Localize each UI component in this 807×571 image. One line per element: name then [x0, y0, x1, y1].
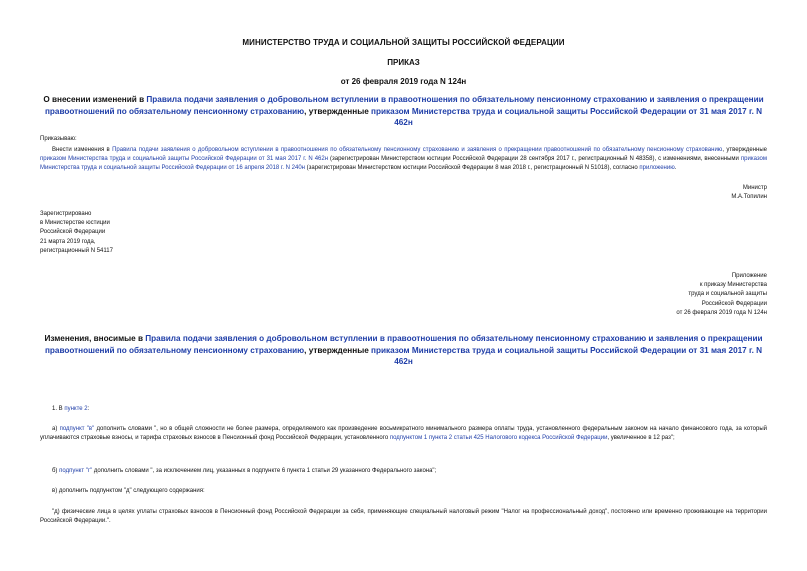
registration-line: Российской Федерации — [40, 229, 106, 236]
title-middle: , утвержденные — [304, 106, 372, 116]
registration-line: регистрационный N 54117 — [40, 247, 113, 254]
item-a-text-2: , увеличенное в 12 раз"; — [607, 435, 675, 442]
appendix-block — [676, 272, 767, 318]
appendix-line: Приложение — [731, 273, 767, 279]
item-a-link-tax-code[interactable]: подпунктом 1 пункта 2 статьи 425 Налогового кодекса Российской Федерации — [389, 435, 608, 442]
rules-link[interactable]: Правила подачи заявления о добровольном вступлении в правоотношения по обязательному пенсионному страхованию и заявления о прекращении правоотношений по обязательному пенсионному страхованию — [44, 95, 764, 116]
intro-text-2: , утвержденные — [722, 147, 767, 153]
order-word: Приказываю: — [40, 136, 77, 142]
signer-name: М.А.Топилин — [731, 194, 767, 201]
changes-title — [40, 333, 767, 368]
changes-title-middle: , утвержденные — [304, 345, 372, 355]
intro-appendix-link[interactable]: приложению — [639, 165, 675, 172]
registration-line: Зарегистрировано — [40, 211, 92, 217]
changes-order-462n-link[interactable]: приказом Министерства труда и социальной защиты Российской Федерации от 31 мая 2017 г. N 462н — [371, 345, 763, 366]
intro-text-1: Внести изменения в — [52, 147, 113, 153]
intro-order-240n-link[interactable]: приказом Министерства труда и социальной защиты Российской Федерации от 16 апреля 2018 г. N 240н — [40, 156, 767, 172]
item-b — [52, 467, 436, 476]
item-b-link-subpoint-g[interactable]: подпункт "г" — [59, 468, 93, 474]
item-b-text: дополнить словами ", за исключением лиц, указанных в подпункте 6 пункта 1 статьи 29 указанного Федерального закона"; — [92, 468, 437, 474]
signer-position: Министр — [742, 185, 767, 191]
order-462n-link[interactable]: приказом Министерства труда и социальной защиты Российской Федерации от 31 мая 2017 г. N 462н — [371, 106, 763, 127]
item-1-suffix: : — [87, 406, 90, 412]
intro-text-4: (зарегистрирован Министерством юстиции Российской Федерации 8 мая 2018 г., регистрационный N 51018), согласно — [305, 165, 640, 172]
intro-text-5: . — [674, 165, 677, 172]
item-1-prefix: 1. В — [52, 406, 65, 412]
item-v: в) дополнить подпунктом "д" следующего содержания: — [52, 488, 205, 494]
intro-paragraph — [40, 146, 767, 174]
intro-rules-link[interactable]: Правила подачи заявления о добровольном вступлении в правоотношения по обязательному пенсионному страхованию и заявления о прекращении правоотношений по обязательному пенсионному страхованию — [112, 147, 723, 153]
order-date: от 26 февраля 2019 года N 124н — [340, 77, 467, 86]
appendix-line: Российской Федерации — [701, 300, 767, 307]
order-heading: ПРИКАЗ — [387, 58, 420, 67]
item-a-prefix: а) — [52, 426, 60, 432]
item-b-prefix: б) — [52, 468, 60, 474]
item-a-text-1: дополнить словами ", но в общей сложности не более размера, определяемого как произведение восьмикратного минимального размера оплаты труда, установленного федеральным законом на начало финансового года, за который уплачиваются страховые взносы, и тарифа страховых взносов в Пенсионный фонд Российской Федерации, установленного — [40, 426, 767, 442]
item-a — [40, 425, 767, 443]
appendix-line: к приказу Министерства — [699, 282, 767, 289]
appendix-line: труда и социальной защиты — [688, 291, 767, 298]
item-1-link[interactable]: пункте 2 — [64, 406, 88, 412]
intro-order-462n-link[interactable]: приказом Министерства труда и социальной защиты Российской Федерации от 31 мая 2017 г. N 462н — [40, 156, 329, 163]
appendix-line: от 26 февраля 2019 года N 124н — [676, 309, 767, 316]
signer-block — [731, 184, 767, 202]
intro-text-3: (зарегистрирован Министерством юстиции Российской Федерации 28 сентября 2017 г., регистрационный N 48358), с изменениями, внесенными — [328, 156, 741, 163]
changes-title-prefix: Изменения, вносимые в — [44, 334, 146, 343]
registration-block — [40, 210, 113, 256]
document-title — [40, 94, 767, 129]
item-a-link-subpoint-v[interactable]: подпункт "в" — [59, 426, 95, 432]
registration-line: в Министерстве юстиции — [40, 220, 110, 227]
registration-line: 21 марта 2019 года, — [40, 238, 96, 245]
title-prefix: О внесении изменений в — [43, 95, 147, 104]
ministry-heading: МИНИСТЕРСТВО ТРУДА И СОЦИАЛЬНОЙ ЗАЩИТЫ РОССИЙСКОЙ ФЕДЕРАЦИИ — [242, 38, 565, 47]
item-1 — [52, 405, 89, 414]
changes-rules-link[interactable]: Правила подачи заявления о добровольном вступлении в правоотношения по обязательному пенсионному страхованию и заявления о прекращении правоотношений по обязательному пенсионному страхованию — [44, 334, 763, 355]
item-d: "д) физические лица в целях уплаты страховых взносов в Пенсионный фонд Российской Федерации за себя, применяющие специальный налоговый режим "Налог на профессиональный доход", постоянно или временно проживающие на территории Российской Федерации.". — [40, 509, 767, 525]
